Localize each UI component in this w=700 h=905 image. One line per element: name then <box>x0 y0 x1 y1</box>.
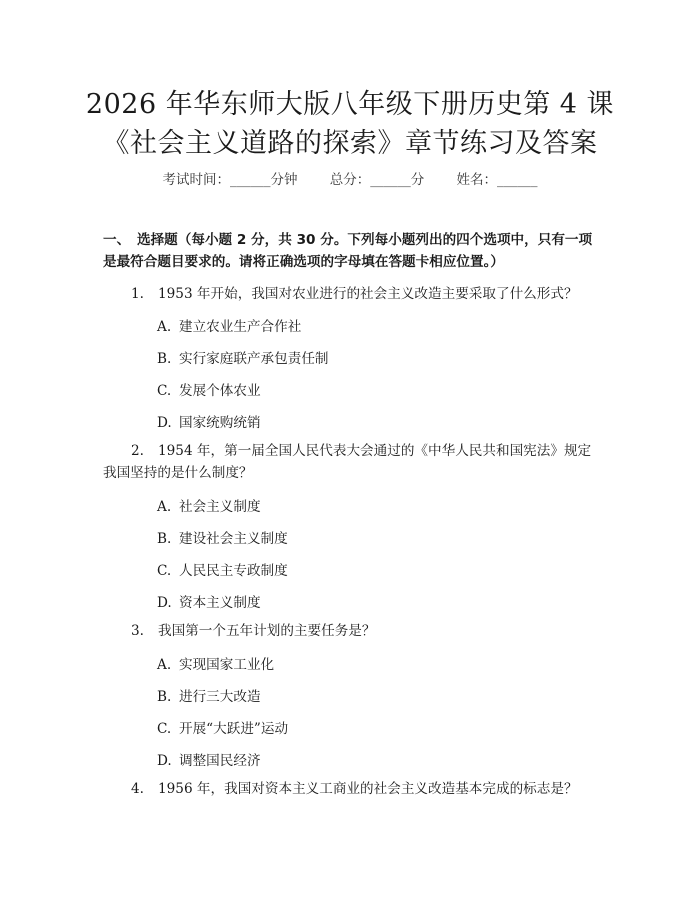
option-2b <box>157 527 288 547</box>
option-2c <box>157 559 288 579</box>
option-text: 进行三大改造 <box>179 689 261 705</box>
option-letter: D. <box>157 415 172 431</box>
option-text: 发展个体农业 <box>179 383 261 399</box>
option-text: 建设社会主义制度 <box>179 531 288 547</box>
question-number: 4. <box>131 781 144 797</box>
option-1c <box>157 379 261 399</box>
question-number: 1. <box>131 286 144 302</box>
question-4 <box>103 778 598 800</box>
option-letter: D. <box>157 753 172 769</box>
option-letter: B. <box>157 689 172 705</box>
option-letter: B. <box>157 531 172 547</box>
question-text: 1953 年开始，我国对农业进行的社会主义改造主要采取了什么形式？ <box>158 286 578 302</box>
option-2a <box>157 495 261 515</box>
option-1a <box>157 315 301 335</box>
option-text: 实行家庭联产承包责任制 <box>179 351 329 367</box>
question-text: 我国第一个五年计划的主要任务是？ <box>158 623 376 639</box>
option-text: 调整国民经济 <box>179 753 261 769</box>
option-1b <box>157 347 329 367</box>
option-letter: C. <box>157 721 172 737</box>
question-number: 2. <box>131 443 144 459</box>
question-3 <box>103 620 598 642</box>
option-1d <box>157 411 261 431</box>
option-letter: A. <box>157 657 172 673</box>
option-letter: B. <box>157 351 172 367</box>
option-3d <box>157 749 261 769</box>
option-text: 资本主义制度 <box>179 595 261 611</box>
exam-time-field: 考试时间：______分钟 <box>162 172 298 188</box>
student-name-field: 姓名：______ <box>456 172 538 188</box>
option-letter: D. <box>157 595 172 611</box>
option-3a <box>157 653 274 673</box>
option-letter: A. <box>157 499 172 515</box>
document-title-line-1: 2026 年华东师大版八年级下册历史第 4 课 <box>85 89 615 120</box>
section-heading: 一、 选择题（每小题 2 分，共 30 分。下列每小题列出的四个选项中，只有一项是最符合题目要求的。请将正确选项的字母填在答题卡相应位置。） <box>103 232 593 270</box>
option-letter: C. <box>157 563 172 579</box>
total-score-field: 总分：______分 <box>329 172 425 188</box>
question-1 <box>103 283 598 305</box>
option-text: 实现国家工业化 <box>179 657 275 673</box>
option-text: 国家统购统销 <box>179 415 261 431</box>
document-title-line-2: 《社会主义道路的探索》章节练习及答案 <box>102 128 598 159</box>
option-text: 开展“大跃进”运动 <box>179 721 289 737</box>
option-text: 人民民主专政制度 <box>179 563 288 579</box>
option-letter: C. <box>157 383 172 399</box>
question-number: 3. <box>131 623 144 639</box>
question-text: 1954 年，第一届全国人民代表大会通过的《中华人民共和国宪法》规定我国坚持的是什么制度？ <box>103 443 592 481</box>
exam-meta <box>0 168 700 188</box>
option-text: 社会主义制度 <box>179 499 261 515</box>
question-2 <box>103 440 598 484</box>
option-3b <box>157 685 261 705</box>
option-letter: A. <box>157 319 172 335</box>
question-text: 1956 年，我国对资本主义工商业的社会主义改造基本完成的标志是？ <box>158 781 578 797</box>
option-3c <box>157 717 288 737</box>
option-text: 建立农业生产合作社 <box>179 319 302 335</box>
option-2d <box>157 591 261 611</box>
